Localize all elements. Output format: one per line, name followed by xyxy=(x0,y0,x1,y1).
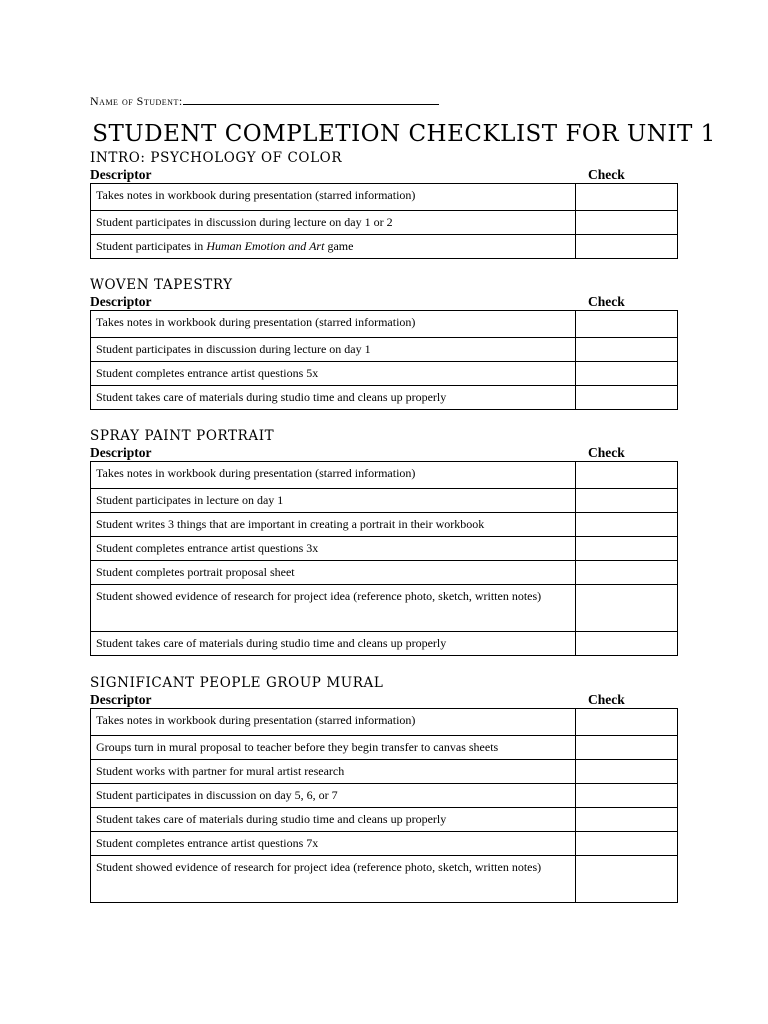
check-box[interactable] xyxy=(576,489,678,513)
check-box[interactable] xyxy=(576,585,678,632)
check-box[interactable] xyxy=(576,856,678,903)
table-row xyxy=(91,311,678,338)
checklist-table xyxy=(90,708,678,903)
student-name-label: Name of Student: xyxy=(90,94,183,108)
descriptor-cell: Takes notes in workbook during presentation (starred information) xyxy=(91,462,576,489)
check-box[interactable] xyxy=(576,338,678,362)
table-row xyxy=(91,632,678,656)
section-title: WOVEN TAPESTRY xyxy=(90,277,233,293)
descriptor-cell xyxy=(91,235,576,259)
page-title-text: STUDENT COMPLETION CHECKLIST FOR UNIT 1 xyxy=(92,121,716,147)
checklist-table xyxy=(90,183,678,259)
descriptor-cell: Student takes care of materials during studio time and cleans up properly xyxy=(91,632,576,656)
table-row xyxy=(91,513,678,537)
section-title: SIGNIFICANT PEOPLE GROUP MURAL xyxy=(90,675,384,691)
descriptor-cell: Student completes entrance artist questions 7x xyxy=(91,832,576,856)
descriptor-cell: Student completes entrance artist questions 5x xyxy=(91,362,576,386)
table-row xyxy=(91,760,678,784)
table-row xyxy=(91,235,678,259)
section-intro-psychology-of-color xyxy=(90,149,678,259)
descriptor-cell: Takes notes in workbook during presentation (starred information) xyxy=(91,184,576,211)
section-spray-paint-portrait xyxy=(90,427,678,656)
table-row xyxy=(91,489,678,513)
student-name-line xyxy=(90,94,439,109)
descriptor-cell: Groups turn in mural proposal to teacher before they begin transfer to canvas sheets xyxy=(91,736,576,760)
check-box[interactable] xyxy=(576,537,678,561)
check-box[interactable] xyxy=(576,709,678,736)
check-box[interactable] xyxy=(576,513,678,537)
descriptor-header: Descriptor xyxy=(90,167,152,182)
checklist-table xyxy=(90,461,678,656)
table-row xyxy=(91,856,678,903)
descriptor-cell: Student participates in lecture on day 1 xyxy=(91,489,576,513)
descriptor-cell: Student takes care of materials during studio time and cleans up properly xyxy=(91,808,576,832)
check-header: Check xyxy=(588,167,625,182)
table-row xyxy=(91,709,678,736)
section-title: SPRAY PAINT PORTRAIT xyxy=(90,428,275,444)
descriptor-cell: Student participates in discussion during lecture on day 1 or 2 xyxy=(91,211,576,235)
check-box[interactable] xyxy=(576,760,678,784)
table-row xyxy=(91,736,678,760)
descriptor-cell: Takes notes in workbook during presentation (starred information) xyxy=(91,709,576,736)
table-row xyxy=(91,386,678,410)
page-title xyxy=(0,121,768,147)
table-row xyxy=(91,808,678,832)
check-box[interactable] xyxy=(576,184,678,211)
check-box[interactable] xyxy=(576,832,678,856)
descriptor-text: game xyxy=(324,239,354,253)
game-title-text: Human Emotion and Art xyxy=(206,239,325,253)
descriptor-cell: Student completes entrance artist questions 3x xyxy=(91,537,576,561)
descriptor-header: Descriptor xyxy=(90,294,152,309)
descriptor-cell: Student showed evidence of research for project idea (reference photo, sketch, written notes) xyxy=(91,585,576,632)
column-header-row xyxy=(90,167,678,183)
column-header-row xyxy=(90,294,678,310)
check-box[interactable] xyxy=(576,386,678,410)
check-header: Check xyxy=(588,294,625,309)
check-header: Check xyxy=(588,692,625,707)
table-row xyxy=(91,462,678,489)
check-box[interactable] xyxy=(576,632,678,656)
column-header-row xyxy=(90,445,678,461)
table-row xyxy=(91,184,678,211)
section-title: INTRO: PSYCHOLOGY OF COLOR xyxy=(90,150,343,166)
descriptor-header: Descriptor xyxy=(90,445,152,460)
check-box[interactable] xyxy=(576,462,678,489)
table-row xyxy=(91,784,678,808)
column-header-row xyxy=(90,692,678,708)
table-row xyxy=(91,537,678,561)
check-header: Check xyxy=(588,445,625,460)
descriptor-cell: Takes notes in workbook during presentation (starred information) xyxy=(91,311,576,338)
table-row xyxy=(91,832,678,856)
check-box[interactable] xyxy=(576,235,678,259)
descriptor-cell: Student participates in discussion during lecture on day 1 xyxy=(91,338,576,362)
descriptor-cell: Student takes care of materials during studio time and cleans up properly xyxy=(91,386,576,410)
section-significant-people-group-mural xyxy=(90,674,678,903)
check-box[interactable] xyxy=(576,362,678,386)
table-row xyxy=(91,211,678,235)
descriptor-cell: Student completes portrait proposal sheet xyxy=(91,561,576,585)
student-name-blank xyxy=(183,94,439,105)
table-row xyxy=(91,585,678,632)
descriptor-cell: Student writes 3 things that are important in creating a portrait in their workbook xyxy=(91,513,576,537)
table-row xyxy=(91,561,678,585)
descriptor-cell: Student participates in discussion on day 5, 6, or 7 xyxy=(91,784,576,808)
checklist-table xyxy=(90,310,678,410)
descriptor-header: Descriptor xyxy=(90,692,152,707)
descriptor-cell: Student works with partner for mural artist research xyxy=(91,760,576,784)
check-box[interactable] xyxy=(576,311,678,338)
table-row xyxy=(91,362,678,386)
check-box[interactable] xyxy=(576,784,678,808)
check-box[interactable] xyxy=(576,808,678,832)
section-woven-tapestry xyxy=(90,276,678,410)
check-box[interactable] xyxy=(576,736,678,760)
check-box[interactable] xyxy=(576,561,678,585)
check-box[interactable] xyxy=(576,211,678,235)
table-row xyxy=(91,338,678,362)
descriptor-cell: Student showed evidence of research for project idea (reference photo, sketch, written notes) xyxy=(91,856,576,903)
descriptor-text: Student participates in xyxy=(96,239,207,253)
